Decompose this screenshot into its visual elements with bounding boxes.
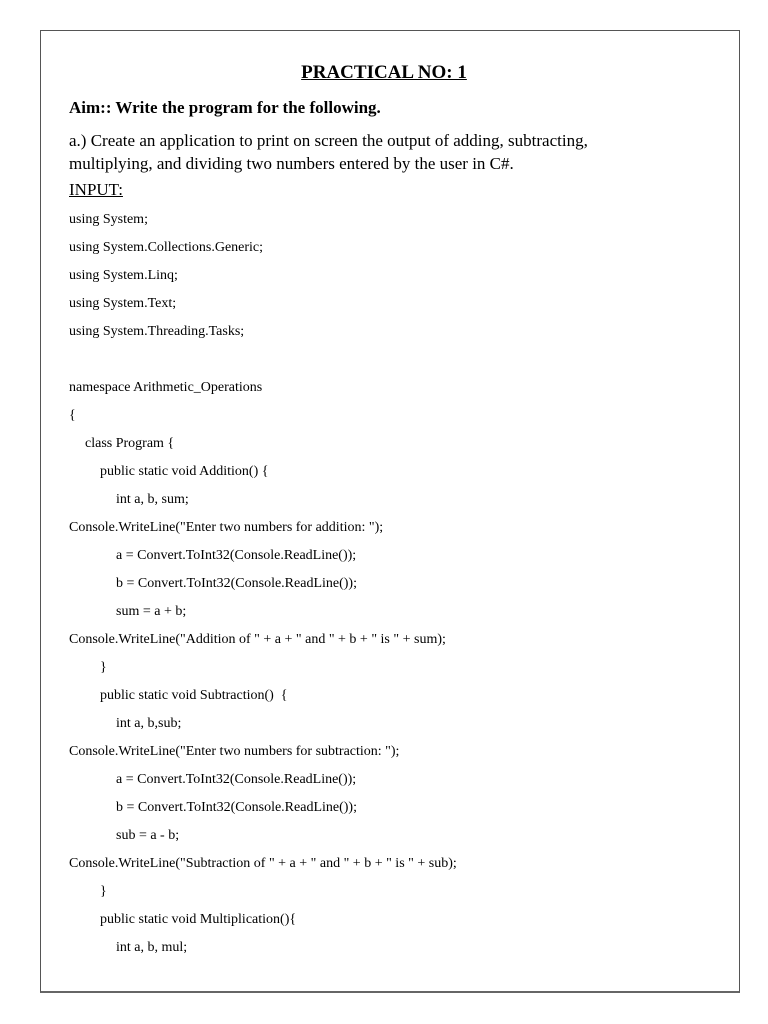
input-label: INPUT: <box>69 180 123 199</box>
code-line: using System.Text; <box>69 296 177 311</box>
code-line: Console.WriteLine("Enter two numbers for addition: "); <box>69 520 384 535</box>
code-line: sub = a - b; <box>116 828 180 843</box>
code-line: { <box>69 408 76 423</box>
code-line: class Program { <box>85 436 175 451</box>
code-line: Console.WriteLine("Subtraction of " + a + " and " + b + " is " + sub); <box>69 856 457 871</box>
code-line: namespace Arithmetic_Operations <box>69 380 263 395</box>
code-line: int a, b, sum; <box>116 492 189 507</box>
code-line: int a, b, mul; <box>116 940 188 955</box>
code-line: b = Convert.ToInt32(Console.ReadLine()); <box>116 800 357 815</box>
code-line: public static void Multiplication(){ <box>100 912 297 927</box>
code-line: a = Convert.ToInt32(Console.ReadLine()); <box>116 548 357 563</box>
code-line: using System.Linq; <box>69 268 178 283</box>
code-line: using System.Threading.Tasks; <box>69 324 245 339</box>
code-line: b = Convert.ToInt32(Console.ReadLine()); <box>116 576 357 591</box>
code-line: } <box>100 660 107 675</box>
code-line: public static void Addition() { <box>100 464 269 479</box>
page-title: PRACTICAL NO: 1 <box>301 62 467 83</box>
code-line: int a, b,sub; <box>116 716 182 731</box>
aim-heading: Aim:: Write the program for the following. <box>69 98 381 117</box>
task-description <box>69 129 709 175</box>
task-line-2: multiplying, and dividing two numbers entered by the user in C#. <box>69 154 514 173</box>
code-line: public static void Subtraction() { <box>100 688 288 703</box>
code-line: } <box>100 884 107 899</box>
code-line: sum = a + b; <box>116 604 187 619</box>
code-line: using System.Collections.Generic; <box>69 240 264 255</box>
code-line: Console.WriteLine("Enter two numbers for subtraction: "); <box>69 744 400 759</box>
code-line: a = Convert.ToInt32(Console.ReadLine()); <box>116 772 357 787</box>
task-line-1: a.) Create an application to print on screen the output of adding, subtracting, <box>69 131 588 150</box>
code-line: using System; <box>69 212 148 227</box>
code-line: Console.WriteLine("Addition of " + a + " and " + b + " is " + sum); <box>69 632 446 647</box>
